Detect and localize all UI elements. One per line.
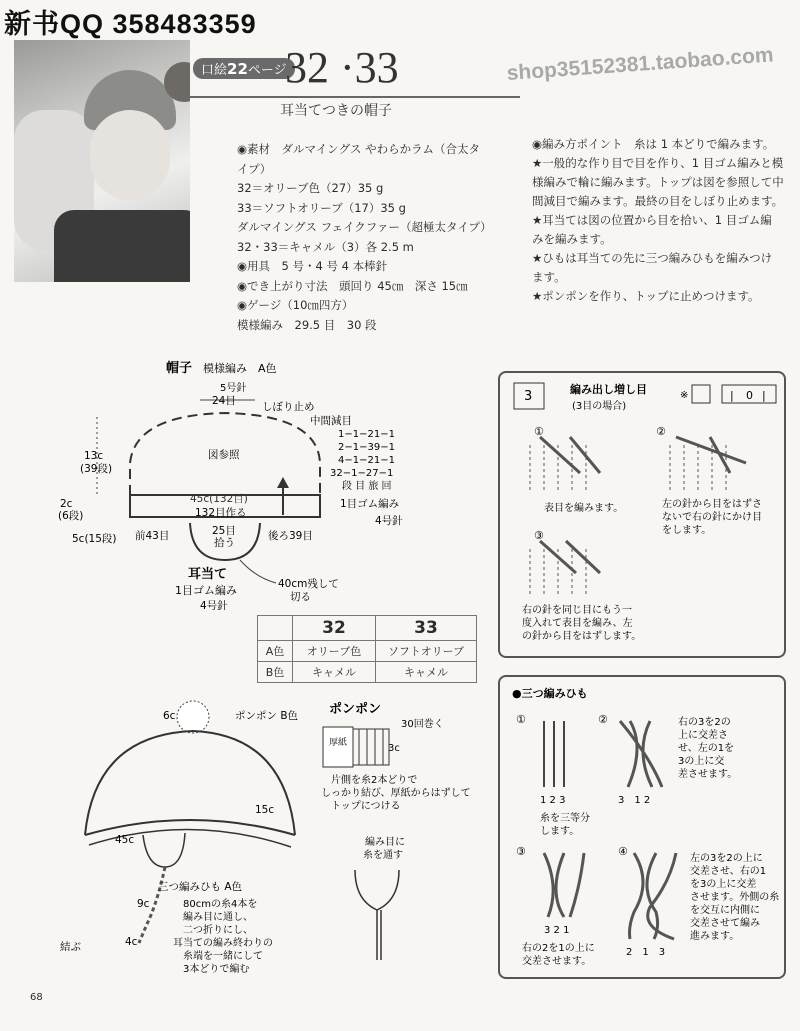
step-text: します。 (540, 826, 580, 837)
hat-title: 帽子 (166, 361, 193, 376)
notes-line: ます。 (532, 270, 566, 284)
watermark-shop: shop35152381.taobao.com (506, 43, 775, 85)
increase-title: 編み出し増し目 (570, 383, 647, 396)
earflap-needle: 4号針 (200, 600, 228, 610)
braid-9c: 9c (137, 898, 150, 910)
step-num: ② (656, 425, 666, 438)
pompom-text: トップにつける (331, 801, 401, 812)
step-text: 左の針から目をはずさ (662, 499, 762, 510)
step-text: せ、左の1を (678, 743, 735, 754)
dec-row: 段 目 旅 回 (342, 481, 392, 492)
step-num: ④ (618, 845, 628, 858)
equals-mark: ※ (680, 390, 689, 401)
card-label: 厚紙 (329, 738, 348, 748)
color-table-cell: キャメル (293, 662, 376, 683)
step-num: ③ (516, 845, 526, 858)
pompom-diagram (315, 695, 495, 970)
step-text: 糸を三等分 (540, 813, 590, 824)
color-table-cell: B色 (258, 662, 293, 683)
braid-title: ●三つ編みひも (512, 687, 588, 700)
height2-label: 2c (60, 498, 73, 510)
step-text: ないで右の針にかけ目 (662, 512, 762, 523)
pompom-wind: 30回巻く (401, 719, 444, 730)
notes-line: みを編みます。 (532, 232, 612, 246)
pompom-3c: 3c (388, 743, 400, 754)
pompom-shape (177, 701, 209, 733)
step-text: 交差させて編み (690, 918, 760, 929)
braid-labels: 3 2 1 (544, 925, 570, 936)
color-table-cell: ソフトオリーブ (376, 641, 477, 662)
braid-text: 80cmの糸4本を (183, 899, 258, 910)
needle4-label: 4号針 (375, 515, 403, 527)
step-text: を交互に内側に (690, 905, 760, 916)
increase-symbol: 3 (524, 389, 533, 404)
step-text: 度入れて表目を編み、左 (522, 618, 633, 629)
notes-line: 様編みで輪に編みます。トップは図を参照して中 (532, 175, 784, 189)
materials-line: ◉用具 5 号・4 号 4 本棒針 (237, 259, 388, 273)
braid-labels: 2 1 3 (626, 947, 666, 958)
color-table-cell: キャメル (376, 662, 477, 683)
notes-line: ★耳当ては図の位置から目を拾い、1 目ゴム編 (532, 213, 772, 227)
step-text: 交差させ、右の1 (690, 866, 767, 877)
dec-row: 1−1−21−1 (338, 429, 395, 440)
braid-4c: 4c (125, 936, 138, 948)
cast-on-label: 132目作る (195, 507, 247, 519)
step-text: 交差させます。 (522, 956, 592, 967)
width45-label: 45c(132目) (190, 493, 248, 505)
materials-line: イプ） (237, 161, 272, 176)
knitting-notes (532, 135, 790, 306)
step-text: 3の上に交 (678, 756, 725, 767)
height13-rows: (39段) (80, 463, 113, 475)
title-divider (190, 96, 520, 98)
materials-block (237, 140, 492, 335)
pom-size: 6c (163, 710, 176, 722)
pompom-label: ポンポン B色 (235, 710, 299, 722)
braid-step2 (620, 721, 662, 787)
height5-label: 5c(15段) (72, 533, 117, 545)
materials-line: ◉ゲージ（10㎝四方） (237, 298, 354, 312)
page-reference-badge: 口絵22ページ (193, 58, 295, 79)
increase-subtitle: (3目の場合) (572, 401, 627, 412)
step-text: 左の3を2の上に (690, 853, 763, 864)
decrease-label: 中間減目 (310, 415, 352, 427)
notes-line: ◉編み方ポイント 糸は 1 本どりで編みます。 (532, 137, 775, 151)
braid-text: 編み目に通し、 (183, 912, 253, 923)
color-table (257, 615, 477, 683)
braid-text: 3本どりで編む (183, 964, 250, 975)
pompom-title: ポンポン (329, 702, 382, 717)
color-table-cell: A色 (258, 641, 293, 662)
notes-line: ★ポンポンを作り、トップに止めつけます。 (532, 289, 760, 303)
materials-line: 33＝ソフトオリーブ（17）35 g (237, 200, 406, 215)
braid-text: 糸端を一緒にして (183, 951, 263, 962)
increase-stitch-box (498, 371, 786, 658)
step-text: させます。外側の糸 (690, 892, 780, 903)
dec-row: 4−1−21−1 (338, 455, 395, 466)
notes-line: ★ひもは耳当ての先に三つ編みひもを編みつけ (532, 251, 773, 265)
dec-row: 32−1−27−1 (330, 468, 394, 479)
color-table-cell: オリーブ色 (293, 641, 376, 662)
thread-text: 編み目に (365, 837, 405, 848)
hat-title-sub: 模様編み A色 (203, 362, 277, 375)
materials-line: 32・33＝キャメル（3）各 2.5 m (237, 239, 414, 254)
thread-text: 糸を通す (363, 850, 403, 861)
top-stitches: 24目 (212, 395, 236, 407)
height2-rows: (6段) (58, 510, 84, 522)
braid-text: 二つ折りにし、 (183, 925, 253, 936)
step-text: 右の3を2の (678, 717, 731, 728)
step-text: 進みます。 (690, 931, 740, 942)
materials-line: ◉でき上がり寸法 頭回り 45㎝ 深さ 15㎝ (237, 278, 468, 293)
height-15: 15c (255, 804, 275, 816)
pattern-subtitle: 耳当てつきの帽子 (280, 103, 392, 119)
step-num: ① (516, 713, 526, 726)
step-text: 上に交差さ (678, 730, 728, 741)
pompom-text: 片側を糸2本どりで (331, 775, 418, 786)
step-text: の針から目をはずします。 (522, 631, 642, 642)
knot-label: 結ぶ (60, 941, 81, 953)
front-stitches: 前43目 (135, 530, 170, 542)
eq-cell: | (762, 389, 766, 402)
rib-label: 1目ゴム編み (340, 498, 400, 510)
circ-45: 45c (115, 834, 135, 846)
color-table-header (258, 616, 293, 641)
color-table-header: 33 (376, 616, 477, 641)
notes-line: ★一般的な作り目で目を作り、1 目ゴム編みと模 (532, 156, 784, 170)
back-stitches: 後ろ39目 (268, 530, 313, 542)
watermark-qq: 新书QQ 358483359 (4, 9, 257, 39)
step-text: を3の上に交差 (690, 879, 757, 890)
cinch-label: しぼり止め (262, 401, 315, 413)
notes-line: 間減目で編みます。最終の目をしぼり止めます。 (532, 194, 784, 208)
see-chart-label: 図参照 (208, 449, 240, 461)
height13-label: 13c (84, 450, 104, 462)
step-text: をします。 (662, 525, 712, 536)
braid-labels: 1 2 3 (540, 795, 566, 806)
braid-text: 耳当ての編み終わりの (173, 938, 273, 949)
page-number: 68 (30, 992, 43, 1003)
step-num: ① (534, 425, 544, 438)
pickup-label2: 拾う (214, 537, 235, 549)
step-num: ③ (534, 529, 544, 542)
earflap-shape (143, 833, 185, 867)
increase-illustration-1 (530, 437, 600, 491)
pickup-label: 25目 (212, 525, 236, 537)
finished-hat-diagram (55, 695, 315, 975)
braid-step3 (544, 853, 584, 917)
step-num: ② (598, 713, 608, 726)
step-text: 差させます。 (678, 769, 738, 780)
braid-label: 三つ編みひも A色 (158, 881, 243, 893)
pattern-numbers: 32 ·33 (285, 43, 399, 92)
materials-line: ダルマイングス フェイクファー（超極太タイプ） (237, 220, 492, 234)
step-text: 表目を編みます。 (544, 503, 624, 514)
materials-line: 模様編み 29.5 目 30 段 (237, 317, 377, 332)
earflap-title: 耳当て (188, 567, 228, 582)
braid-box (498, 675, 786, 979)
materials-line: 32＝オリーブ色（27）35 g (237, 181, 384, 195)
pompom-text: しっかり結び、厚紙からはずして (321, 788, 471, 799)
step-text: 右の針を同じ目にもう一 (522, 605, 632, 616)
leave-label: 40cm残して (278, 578, 339, 590)
braid-step1 (544, 721, 564, 787)
hat-schematic (0, 355, 500, 610)
step-text: 右の2を1の上に (522, 943, 595, 954)
increase-illustration-3 (530, 541, 600, 595)
braid-labels: 3 1 2 (618, 795, 651, 806)
color-table-header: 32 (293, 616, 376, 641)
increase-illustration-2 (670, 437, 746, 491)
earflap-rib: 1目ゴム編み (175, 584, 237, 597)
child-photo (14, 40, 190, 282)
dec-row: 2−1−39−1 (338, 442, 395, 453)
cut-label: 切る (290, 591, 311, 603)
braid-step4 (630, 853, 677, 939)
eq-cell: 0 (746, 389, 753, 402)
eq-cell: | (730, 389, 734, 402)
needle5-label: 5号針 (220, 383, 247, 394)
materials-line: ◉素材 ダルマイングス やわらかラム（合太タ (237, 142, 480, 156)
